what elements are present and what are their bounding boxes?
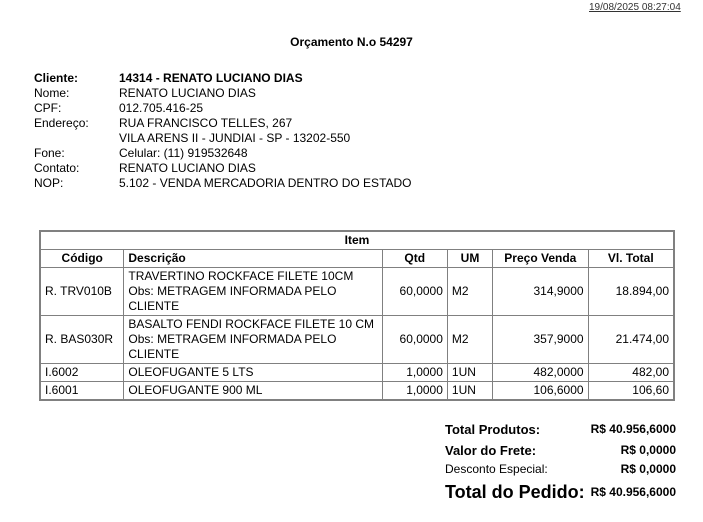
total-pedido-value: R$ 40.956,6000 bbox=[590, 485, 676, 499]
header-qtd: Qtd bbox=[382, 250, 447, 268]
cell-total: 482,00 bbox=[588, 364, 674, 382]
cell-descricao: OLEOFUGANTE 5 LTS bbox=[124, 364, 382, 382]
info-label: Cliente: bbox=[34, 71, 79, 85]
cell-total: 106,60 bbox=[588, 382, 674, 401]
desc-line: CLIENTE bbox=[128, 347, 180, 361]
info-label: Nome: bbox=[34, 86, 70, 100]
cell-um: 1UN bbox=[447, 382, 492, 401]
info-value: 012.705.416-25 bbox=[119, 101, 204, 115]
header-codigo: Código bbox=[40, 250, 124, 268]
cell-total: 21.474,00 bbox=[588, 316, 674, 364]
table-row bbox=[40, 364, 674, 382]
cell-descricao: OLEOFUGANTE 900 ML bbox=[124, 382, 382, 401]
header-um: UM bbox=[447, 250, 492, 268]
info-value: 5.102 - VENDA MERCADORIA DENTRO DO ESTADO bbox=[119, 176, 412, 190]
print-timestamp: 19/08/2025 08:27:04 bbox=[589, 2, 681, 13]
cell-descricao bbox=[124, 268, 382, 316]
cell-codigo: R. BAS030R bbox=[40, 316, 124, 364]
cell-um: M2 bbox=[447, 316, 492, 364]
desc-line: CLIENTE bbox=[128, 299, 180, 313]
info-label bbox=[34, 131, 119, 146]
client-info bbox=[34, 71, 412, 191]
cell-total: 18.894,00 bbox=[588, 268, 674, 316]
info-label: Contato: bbox=[34, 161, 80, 175]
desc-line: BASALTO FENDI ROCKFACE FILETE 10 CM bbox=[128, 317, 375, 331]
desc-line: Obs: METRAGEM INFORMADA PELO bbox=[128, 284, 337, 298]
info-row-fone bbox=[34, 146, 412, 161]
table-caption: Item bbox=[40, 231, 674, 250]
info-value: VILA ARENS II - JUNDIAI - SP - 13202-550 bbox=[119, 131, 351, 145]
cell-qtd: 60,0000 bbox=[382, 268, 447, 316]
valor-frete-label: Valor do Frete: bbox=[445, 442, 537, 458]
cell-qtd: 1,0000 bbox=[382, 364, 447, 382]
cell-preco: 106,6000 bbox=[493, 382, 588, 401]
cell-codigo: I.6001 bbox=[40, 382, 124, 401]
desconto-especial-label: Desconto Especial: bbox=[445, 462, 548, 476]
info-label: CPF: bbox=[34, 101, 62, 115]
valor-frete-row bbox=[445, 440, 676, 460]
totals-summary bbox=[445, 418, 676, 506]
total-pedido-row bbox=[445, 478, 676, 506]
header-descricao: Descrição bbox=[124, 250, 382, 268]
cell-preco: 482,0000 bbox=[493, 364, 588, 382]
total-produtos-row bbox=[445, 418, 676, 440]
table-row bbox=[40, 268, 674, 316]
valor-frete-value: R$ 0,0000 bbox=[620, 443, 676, 457]
cell-preco: 357,9000 bbox=[493, 316, 588, 364]
desc-line: Obs: METRAGEM INFORMADA PELO bbox=[128, 332, 337, 346]
info-value: 14314 - RENATO LUCIANO DIAS bbox=[119, 71, 303, 85]
table-row bbox=[40, 382, 674, 401]
header-vl-total: Vl. Total bbox=[588, 250, 674, 268]
info-value: RENATO LUCIANO DIAS bbox=[119, 161, 256, 175]
info-row-endereco-2 bbox=[34, 131, 412, 146]
page-title: Orçamento N.o 54297 bbox=[290, 35, 413, 49]
cell-preco: 314,9000 bbox=[493, 268, 588, 316]
total-produtos-label: Total Produtos: bbox=[445, 421, 541, 437]
info-value: Celular: (11) 919532648 bbox=[119, 146, 248, 160]
info-row-endereco bbox=[34, 116, 412, 131]
info-value: RENATO LUCIANO DIAS bbox=[119, 86, 256, 100]
total-produtos-value: R$ 40.956,6000 bbox=[590, 422, 676, 436]
cell-codigo: R. TRV010B bbox=[40, 268, 124, 316]
table-row bbox=[40, 316, 674, 364]
desc-line: TRAVERTINO ROCKFACE FILETE 10CM bbox=[128, 269, 354, 283]
cell-descricao bbox=[124, 316, 382, 364]
info-row-nop bbox=[34, 176, 412, 191]
total-pedido-label: Total do Pedido: bbox=[445, 481, 585, 502]
cell-um: 1UN bbox=[447, 364, 492, 382]
info-label: Fone: bbox=[34, 146, 65, 160]
header-preco-venda: Preço Venda bbox=[493, 250, 588, 268]
cell-qtd: 1,0000 bbox=[382, 382, 447, 401]
info-label: Endereço: bbox=[34, 116, 89, 130]
desconto-especial-row bbox=[445, 460, 676, 478]
cell-qtd: 60,0000 bbox=[382, 316, 447, 364]
info-value: RUA FRANCISCO TELLES, 267 bbox=[119, 116, 293, 130]
table-header-row bbox=[40, 250, 674, 268]
desconto-especial-value: R$ 0,0000 bbox=[620, 462, 676, 476]
cell-codigo: I.6002 bbox=[40, 364, 124, 382]
info-row-cpf bbox=[34, 101, 412, 116]
info-row-contato bbox=[34, 161, 412, 176]
items-table bbox=[39, 230, 675, 401]
info-row-cliente bbox=[34, 71, 412, 86]
info-label: NOP: bbox=[34, 176, 64, 190]
cell-um: M2 bbox=[447, 268, 492, 316]
info-row-nome bbox=[34, 86, 412, 101]
